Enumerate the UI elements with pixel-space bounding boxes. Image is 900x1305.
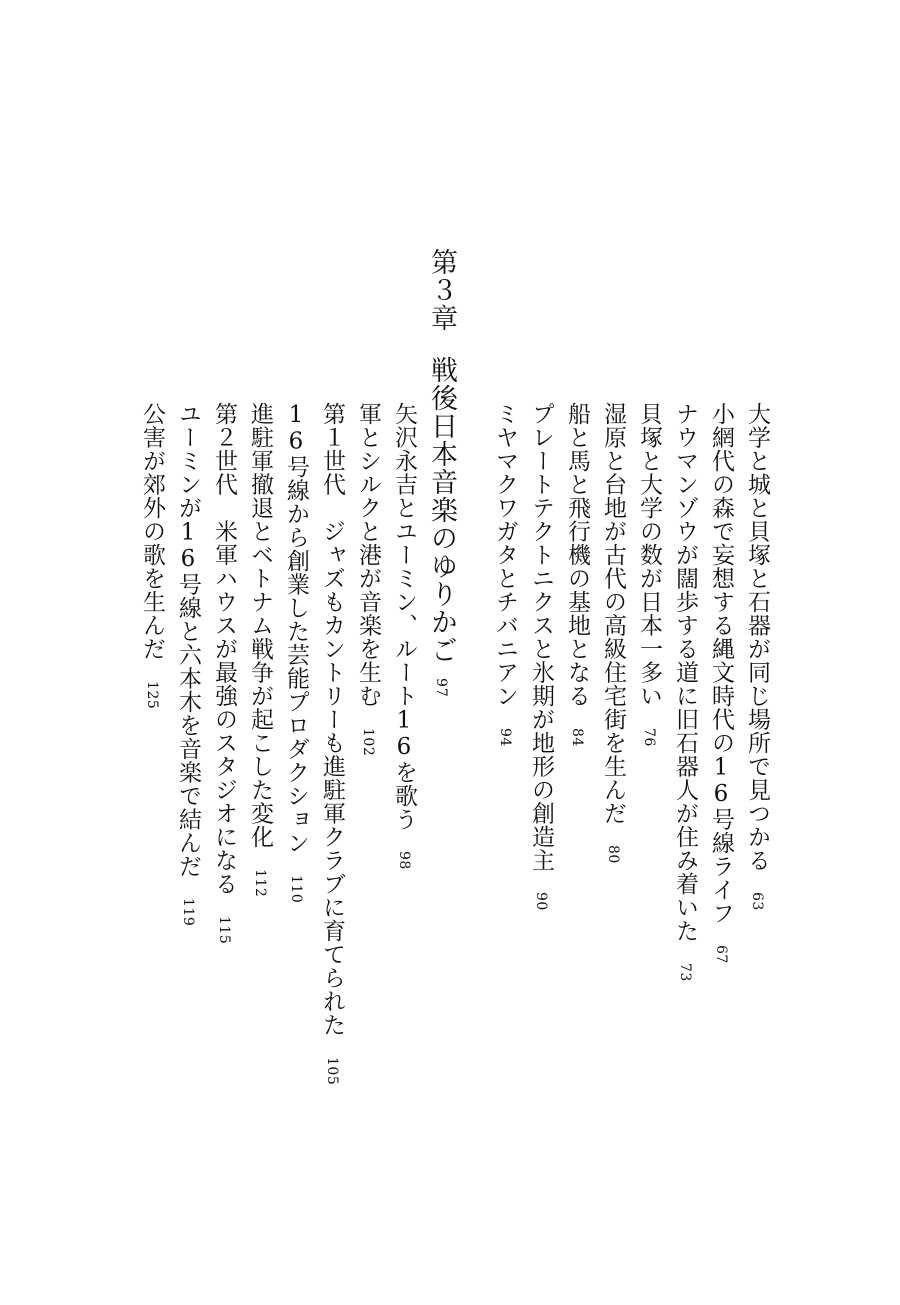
toc-entry-title: 大学と城と貝塚と石器が同じ場所で見つかる bbox=[744, 402, 770, 872]
toc-entry-page: 102 bbox=[360, 727, 376, 756]
toc-entry bbox=[176, 402, 199, 926]
toc-entry bbox=[709, 402, 732, 964]
toc-entry bbox=[745, 402, 768, 911]
toc-entry-page: 63 bbox=[749, 892, 765, 911]
toc-entry bbox=[637, 402, 660, 746]
toc-entry-title: ミヤマクワガタとチバニアン bbox=[492, 402, 518, 708]
toc-entry-page: 112 bbox=[252, 868, 268, 897]
toc-entry bbox=[565, 402, 588, 746]
toc-entry-title: ユーミンが16号線と六本木を音楽で結んだ bbox=[175, 402, 201, 878]
toc-entry-title: 進駐軍撤退とベトナム戦争が起こした変化 bbox=[247, 402, 273, 849]
toc-entry-page: 94 bbox=[497, 727, 513, 747]
toc-entry-page: 67 bbox=[713, 945, 729, 964]
toc-entry-page: 119 bbox=[180, 898, 196, 927]
toc-entry-title: 公害が郊外の歌を生んだ bbox=[139, 402, 165, 661]
chapter-label: 第３章 bbox=[426, 248, 457, 332]
toc-entry-title: 船と馬と飛行機の基地となる bbox=[564, 402, 590, 708]
toc-entry bbox=[212, 402, 235, 944]
toc-entry bbox=[320, 402, 343, 1085]
toc-entry-page: 76 bbox=[641, 727, 657, 747]
toc-entry bbox=[140, 402, 163, 709]
chapter-title: 戦後日本音楽のゆりかご bbox=[426, 356, 457, 664]
toc-entry-page: 105 bbox=[324, 1056, 340, 1085]
toc-entry bbox=[673, 402, 696, 981]
toc-entry-title: 矢沢永吉とユーミン、ルート16を歌う bbox=[391, 402, 417, 831]
toc-entry bbox=[392, 402, 415, 870]
toc-entry-title: 軍とシルクと港が音楽を生む bbox=[355, 402, 381, 708]
toc-entry-page: 90 bbox=[533, 892, 549, 911]
toc-entry-title: 第２世代 米軍ハウスが最強のスタジオになる bbox=[211, 402, 237, 896]
toc-entry-title: ナウマンゾウが闊歩する道に旧石器人が住み着いた bbox=[672, 402, 698, 943]
toc-entry bbox=[356, 402, 379, 756]
toc-entry-page: 98 bbox=[396, 851, 412, 870]
toc-entry-title: 湿原と台地が古代の高級住宅街を生んだ bbox=[600, 402, 626, 825]
toc-entry-title: 第１世代 ジャズもカントリーも進駐軍クラブに育てられた bbox=[319, 402, 345, 1037]
chapter-heading bbox=[428, 248, 455, 698]
toc-entry-page: 110 bbox=[288, 874, 304, 903]
toc-entry bbox=[601, 402, 624, 864]
toc-entry-title: 小網代の森で妄想する縄文時代の16号線ライフ bbox=[708, 402, 734, 925]
toc-entry-page: 115 bbox=[216, 915, 232, 944]
chapter-page: 97 bbox=[433, 678, 449, 698]
toc-entry-page: 125 bbox=[144, 680, 160, 709]
toc-entry-title: 貝塚と大学の数が日本一多い bbox=[636, 402, 662, 708]
toc-entry-page: 80 bbox=[605, 845, 621, 864]
toc-entry bbox=[284, 402, 307, 903]
toc-entry-title: 16号線から創業した芸能プロダクション bbox=[283, 402, 309, 855]
toc-entry-page: 84 bbox=[569, 727, 585, 747]
toc-entry bbox=[493, 402, 516, 746]
toc-entry bbox=[248, 402, 271, 897]
toc-entry-page: 73 bbox=[677, 962, 693, 982]
toc-entry-title: プレートテクトニクスと氷期が地形の創造主 bbox=[528, 402, 554, 872]
toc-entry bbox=[529, 402, 552, 911]
